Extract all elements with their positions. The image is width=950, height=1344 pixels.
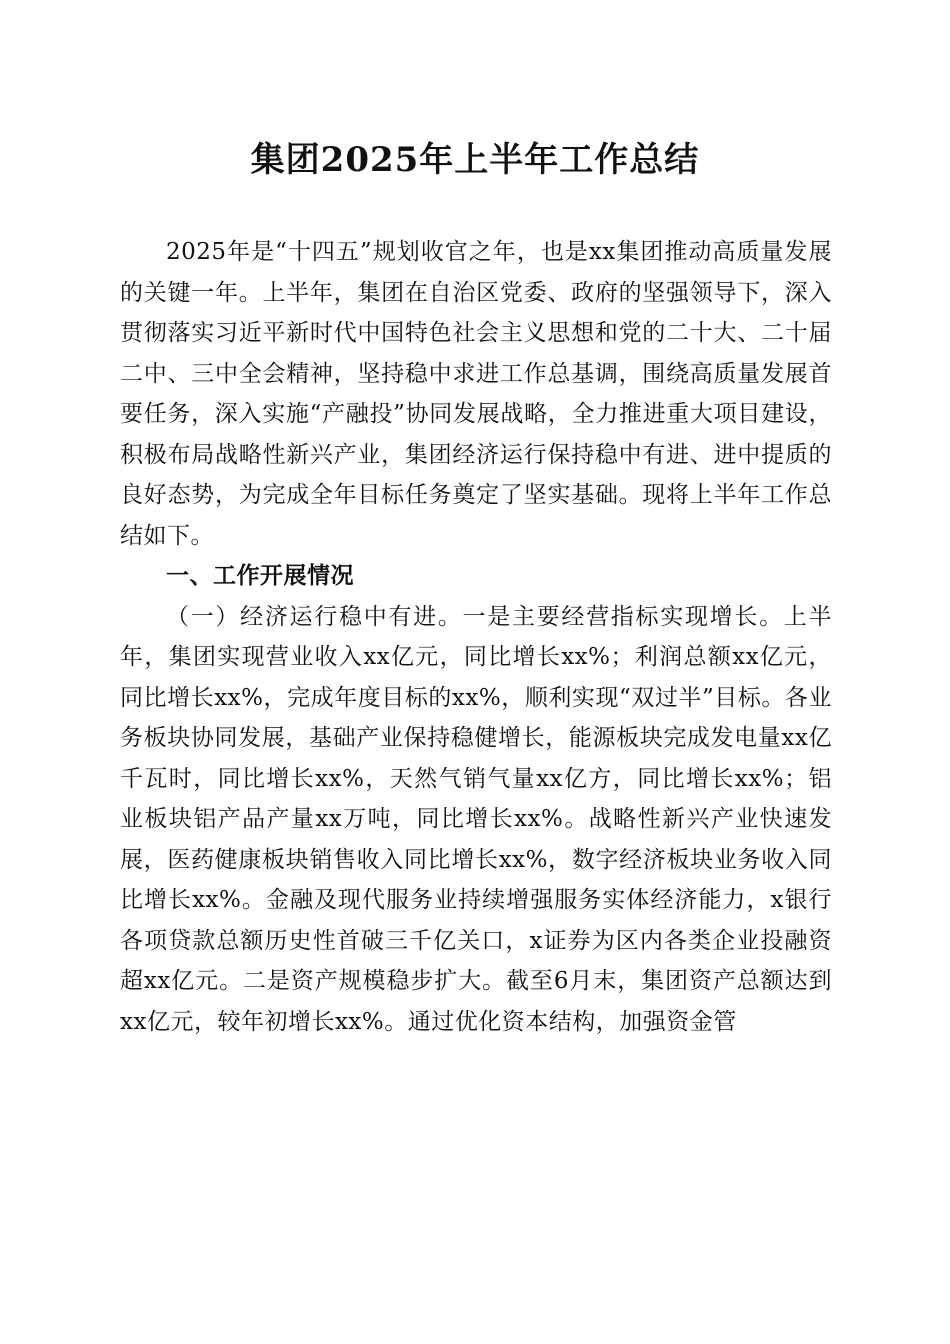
- document-title: 集团2025年上半年工作总结: [250, 140, 700, 180]
- intro-paragraph: 2025年是“十四五”规划收官之年，也是xx集团推动高质量发展的关键一年。上半年，集团在自治区党委、政府的坚强领导下，深入贯彻落实习近平新时代中国特色社会主义思想和党的二十大、二十届二中、三中全会精神，坚持稳中求进工作总基调，围绕高质量发展首要任务，深入实施“产融投”协同发展战略，全力推进重大项目建设，积极布局战略性新兴产业，集团经济运行保持稳中有进、进中提质的良好态势，为完成全年目标任务奠定了坚实基础。现将上半年工作总结如下。: [120, 239, 832, 549]
- section-heading: 一、工作开展情况: [166, 563, 354, 589]
- document-body: [120, 232, 832, 1042]
- section-1-paragraph: （一）经济运行稳中有进。一是主要经营指标实现增长。上半年，集团实现营业收入xx亿元，同比增长xx%；利润总额xx亿元，同比增长xx%，完成年度目标的xx%，顺利实现“双过半”目标。各业务板块协同发展，基础产业保持稳健增长，能源板块完成发电量xx亿千瓦时，同比增长xx%，天然气销气量xx亿方，同比增长xx%；铝业板块铝产品产量xx万吨，同比增长xx%。战略性新兴产业快速发展，医药健康板块销售收入同比增长xx%，数字经济板块业务收入同比增长xx%。金融及现代服务业持续增强服务实体经济能力，x银行各项贷款总额历史性首破三千亿关口，x证券为区内各类企业投融资超xx亿元。二是资产规模稳步扩大。截至6月末，集团资产总额达到xx亿元，较年初增长xx%。通过优化资本结构，加强资金管: [120, 603, 832, 1035]
